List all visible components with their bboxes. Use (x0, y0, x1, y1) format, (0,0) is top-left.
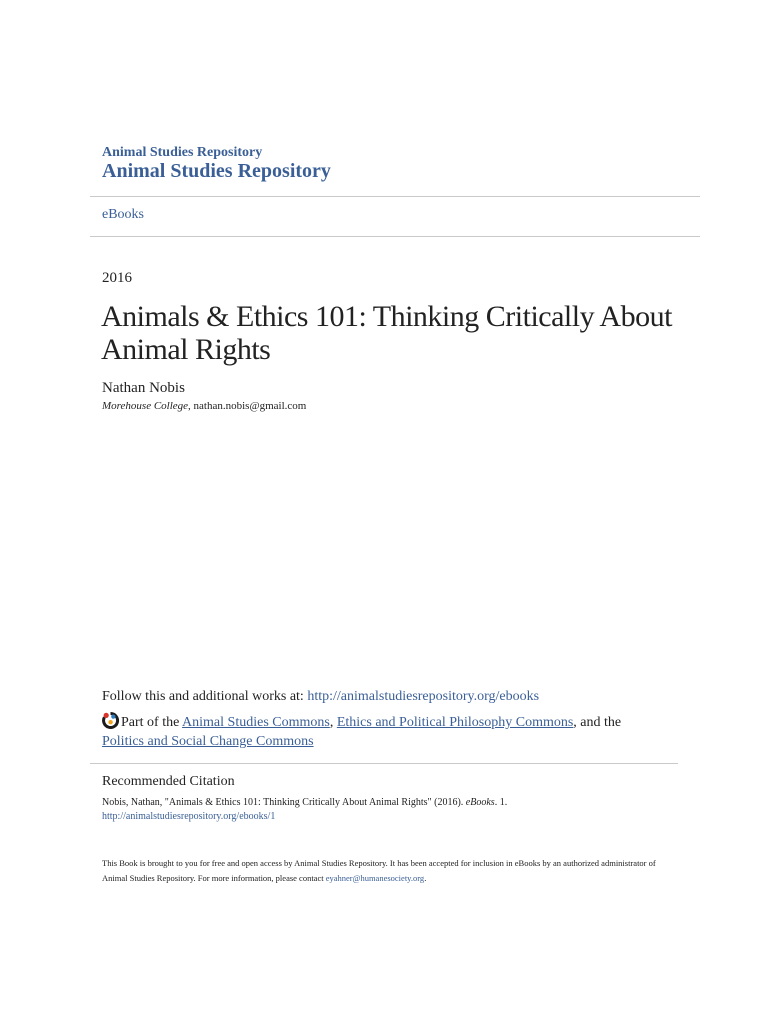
citation-number: . 1. (494, 797, 508, 808)
citation-body: Nobis, Nathan, "Animals & Ethics 101: Thinking Critically About Animal Rights" (2016). (102, 797, 466, 808)
access-notice-end: . (424, 873, 427, 883)
divider (90, 763, 678, 764)
part-of-prefix: Part of the (121, 715, 183, 730)
access-notice-text: This Book is brought to you for free and open access by Animal Studies Repository. It has been accepted for inclusion in eBooks by an authorized administrator of Animal Studies Repository. For more information, please contact (102, 858, 656, 883)
part-of-commons (102, 712, 702, 751)
citation-text (102, 796, 702, 824)
repository-name-small[interactable]: Animal Studies Repository (102, 145, 263, 160)
work-title: Animals & Ethics 101: Thinking Critically About Animal Rights (101, 300, 672, 366)
divider (90, 196, 700, 197)
series-link[interactable]: eBooks (102, 207, 144, 222)
repository-name-large[interactable]: Animal Studies Repository (102, 160, 331, 182)
follow-label: Follow this and additional works at: (102, 689, 308, 704)
commons-link-animal-studies[interactable]: Animal Studies Commons (182, 715, 330, 730)
commons-and: , and the (573, 715, 622, 730)
affiliation-separator: , (188, 400, 194, 412)
commons-network-icon (102, 712, 119, 729)
recommended-citation-heading: Recommended Citation (102, 774, 235, 789)
citation-series: eBooks (465, 797, 495, 808)
commons-link-ethics[interactable]: Ethics and Political Philosophy Commons (336, 715, 574, 730)
publication-year: 2016 (102, 270, 132, 286)
commons-separator: , (329, 715, 337, 730)
author-name: Nathan Nobis (102, 380, 185, 396)
access-notice (102, 856, 662, 886)
affiliation-name: Morehouse College (102, 400, 189, 412)
divider (90, 236, 700, 237)
follow-url-link[interactable]: http://animalstudiesrepository.org/ebooks (307, 689, 540, 704)
author-email: nathan.nobis@gmail.com (193, 400, 307, 412)
contact-email-link[interactable]: eyahner@humanesociety.org (325, 873, 425, 883)
citation-url-link[interactable]: http://animalstudiesrepository.org/ebooks/1 (102, 811, 276, 822)
follow-line (102, 689, 539, 705)
author-affiliation (102, 400, 306, 412)
commons-link-politics[interactable]: Politics and Social Change Commons (102, 734, 314, 749)
